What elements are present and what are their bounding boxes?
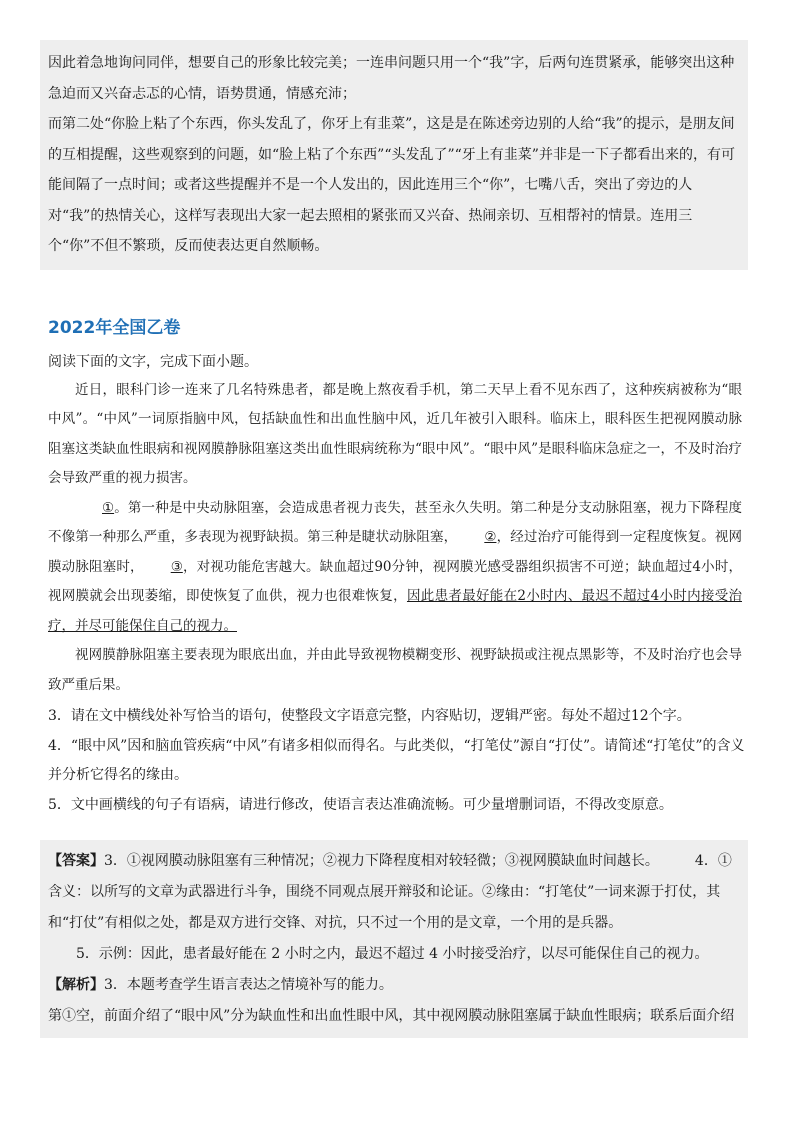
- answer-3: 3．①视网膜动脉阻塞有三种情况；②视力下降程度相对较轻微；③视网膜缺血时间越长。: [104, 853, 659, 869]
- passage-paragraph-2: [48, 494, 742, 642]
- question-4: 4．“眼中风”因和脑血管疾病“中风”有诸多相似而得名。与此类似，“打笔仗”源自“打仗”。请简述“打笔仗”的含义并分析它得名的缘由。: [48, 737, 745, 783]
- answer-paragraph: [48, 846, 740, 939]
- answer-4: 4．①含义：以所写的文章为武器进行斗争，围绕不同观点展开辩驳和论证。②缘由：“打笔仗”一词来源于打仗，其和“打仗”有相似之处，都是双方进行交锋、对抗，只不过一个用的是文章，一个用的是兵器。: [48, 853, 732, 931]
- analysis-label: 【解析】: [48, 977, 104, 993]
- blank-1: ①: [102, 499, 115, 516]
- analysis-3: 3．本题考查学生语言表达之情境补写的能力。: [104, 977, 393, 993]
- analysis-blank-1: 第①空，前面介绍了“眼中风”分为缺血性和出血性眼中风，其中视网膜动脉阻塞属于缺血性眼病；联系后面介绍: [48, 1008, 735, 1024]
- previous-answer-paragraph: 因此着急地询问同伴，想要自己的形象比较完美；一连串问题只用一个“我”字，后两句连贯紧承，能够突出这种急迫而又兴奋忐忑的心情，语势贯通，情感充沛；: [48, 55, 735, 102]
- blank-3: ③: [170, 558, 183, 575]
- analysis-paragraph: [48, 970, 740, 1001]
- question-3: 3．请在文中横线处补写恰当的语句，使整段文字语意完整，内容贴切，逻辑严密。每处不超过12个字。: [48, 708, 691, 724]
- document-page: [40, 40, 748, 1038]
- reading-passage: [40, 376, 748, 701]
- blank-2: ②: [484, 529, 497, 545]
- passage-text: 。第一种是中央动脉阻塞，会造成患者视力丧失，甚至永久失明。第二种是分支动脉阻塞，视力下降程度不像第一种那么严重，多表现为视野缺损。第三种是睫状动脉阻塞，: [48, 499, 742, 545]
- passage-text: ，经过治疗可能得到一定程度恢复。视网膜动脉阻塞时，: [48, 529, 743, 575]
- underlined-sentence: 因此患者最好能在2小时内、最迟不超过4小时内接受治疗，并尽可能保住自己的视力。: [48, 588, 742, 634]
- previous-answer-paragraph: 而第二处“你脸上粘了个东西，你头发乱了，你牙上有韭菜”，这是是在陈述旁边别的人给“我”的提示，是朋友间的互相提醒，这些观察到的问题，如“脸上粘了个东西”“头发乱了”“牙上有韭菜”并非是一下子都看出来的，有可能间隔了一点时间；或者这些提醒并不是一个人发出的，因此连用三个“你”，七嘴八舌，突出了旁边的人对“我”的热情关心，这样写表现出大家一起去照相的紧张而又兴奋、热闹亲切、互相帮衬的情景。连用三个“你”不但不繁琐，反而使表达更自然顺畅。: [48, 116, 735, 254]
- question-list: [40, 702, 748, 820]
- answer-box: [40, 840, 748, 1038]
- question-5: 5．文中画横线的句子有语病，请进行修改，使语言表达准确流畅。可少量增删词语，不得改变原意。: [48, 796, 673, 813]
- instruction: 阅读下面的文字，完成下面小题。: [48, 353, 258, 370]
- passage-text: ，对视功能危害越大。缺血超过90分钟，视网膜光感受器组织损害不可逆；缺血超过4小时，视网膜就会出现萎缩，即使恢复了血供，视力也很难恢复，: [48, 558, 742, 604]
- previous-answer-box: [40, 40, 748, 270]
- answer-label: 【答案】: [48, 853, 104, 869]
- passage-paragraph-3: 视网膜静脉阻塞主要表现为眼底出血，并由此导致视物模糊变形、视野缺损或注视点黑影等，不及时治疗也会导致严重后果。: [48, 647, 742, 693]
- passage-paragraph-1: 近日，眼科门诊一连来了几名特殊患者，都是晚上熬夜看手机，第二天早上看不见东西了，这种疾病被称为“眼中风”。“中风”一词原指脑中风，包括缺血性和出血性脑中风，近几年被引入眼科。临床上，眼科医生把视网膜动脉阻塞这类缺血性眼病和视网膜静脉阻塞这类出血性眼病统称为“眼中风”。“眼中风”是眼科临床急症之一，不及时治疗会导致严重的视力损害。: [48, 381, 742, 486]
- section-title: 2022年全国乙卷: [48, 317, 181, 338]
- answer-5: 5．示例：因此，患者最好能在 2 小时之内，最迟不超过 4 小时接受治疗，以尽可能保住自己的视力。: [76, 946, 709, 962]
